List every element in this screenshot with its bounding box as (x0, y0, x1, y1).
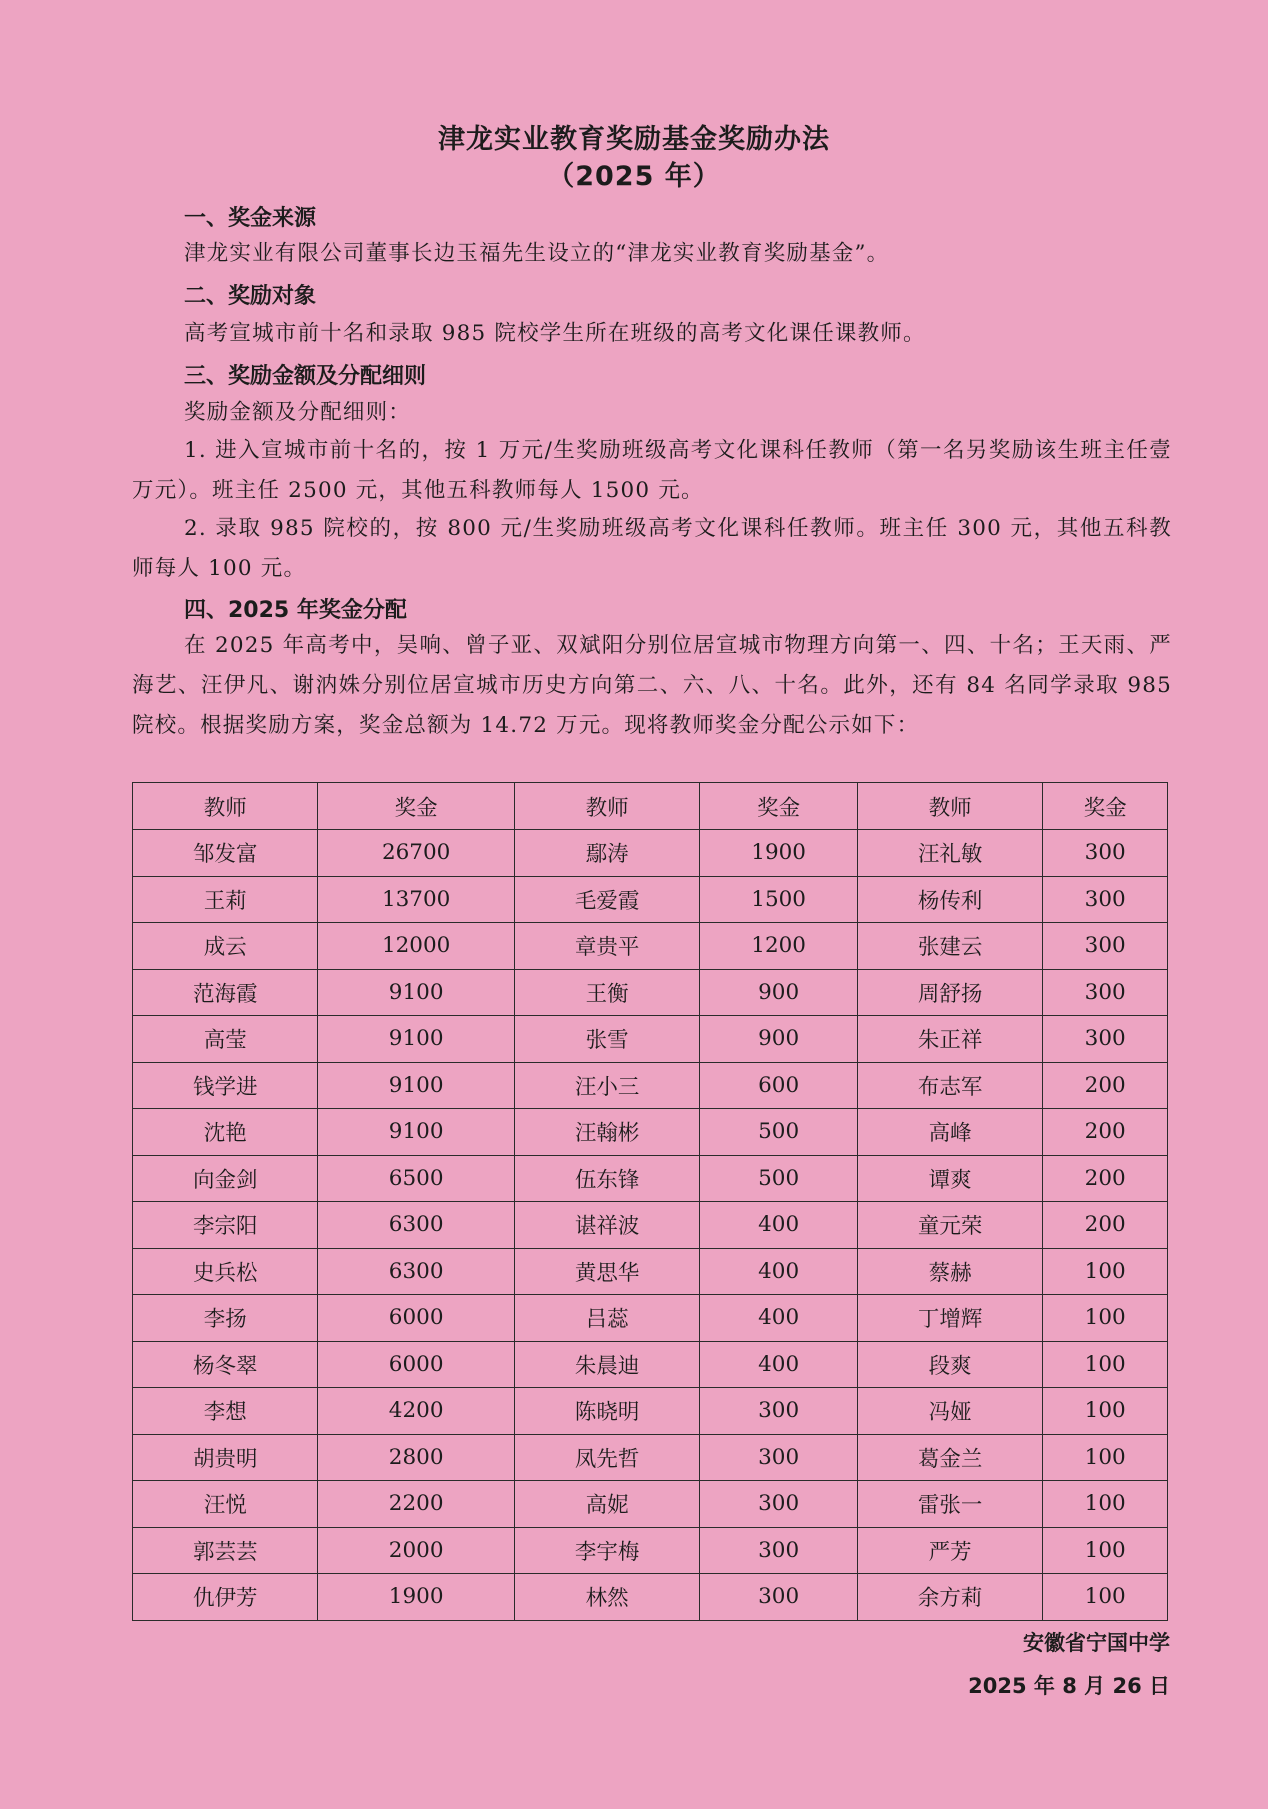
teacher-name-cell: 胡贵明 (133, 1434, 318, 1481)
award-amount-cell: 900 (700, 1016, 858, 1063)
teacher-name-cell: 李扬 (133, 1295, 318, 1342)
teacher-name-cell: 史兵松 (133, 1248, 318, 1295)
award-amount-cell: 600 (700, 1062, 858, 1109)
award-amount-cell: 1200 (700, 923, 858, 970)
teacher-name-cell: 凤先哲 (514, 1434, 699, 1481)
teacher-name-cell: 汪小三 (514, 1062, 699, 1109)
teacher-name-cell: 高妮 (514, 1481, 699, 1528)
award-amount-cell: 200 (1043, 1155, 1168, 1202)
table-row (133, 969, 1168, 1016)
teacher-name-cell: 余方莉 (857, 1574, 1042, 1621)
header-award: 奖金 (1043, 783, 1168, 830)
table-row (133, 1155, 1168, 1202)
teacher-name-cell: 童元荣 (857, 1202, 1042, 1249)
teacher-name-cell: 周舒扬 (857, 969, 1042, 1016)
header-teacher: 教师 (857, 783, 1042, 830)
issue-date: 2025 年 8 月 26 日 (968, 1674, 1170, 1698)
award-amount-cell: 300 (1043, 1016, 1168, 1063)
teacher-name-cell: 谌祥波 (514, 1202, 699, 1249)
teacher-name-cell: 鄢涛 (514, 830, 699, 877)
teacher-name-cell: 钱学进 (133, 1062, 318, 1109)
teacher-name-cell: 伍东锋 (514, 1155, 699, 1202)
table-row (133, 876, 1168, 923)
award-amount-cell: 900 (700, 969, 858, 1016)
award-amount-cell: 100 (1043, 1248, 1168, 1295)
award-amount-cell: 300 (700, 1527, 858, 1574)
teacher-name-cell: 高莹 (133, 1016, 318, 1063)
teacher-name-cell: 李想 (133, 1388, 318, 1435)
teacher-name-cell: 布志军 (857, 1062, 1042, 1109)
teacher-name-cell: 汪悦 (133, 1481, 318, 1528)
award-amount-cell: 2800 (318, 1434, 514, 1481)
teacher-name-cell: 王衡 (514, 969, 699, 1016)
award-amount-cell: 200 (1043, 1062, 1168, 1109)
award-amount-cell: 100 (1043, 1434, 1168, 1481)
teacher-name-cell: 冯娅 (857, 1388, 1042, 1435)
award-amount-cell: 9100 (318, 1016, 514, 1063)
table-row (133, 1388, 1168, 1435)
award-amount-cell: 300 (1043, 923, 1168, 970)
paragraph-distribution: 在 2025 年高考中，吴响、曾子亚、双斌阳分别位居宣城市物理方向第一、四、十名；王天雨、严海艺、汪伊凡、谢汭姝分别位居宣城市历史方向第二、六、八、十名。此外，还有 84 名同学录取 985 院校。根据奖励方案，奖金总额为 14.72 万元。现将教师奖金分配公示如下： (132, 633, 1172, 738)
table-row (133, 1109, 1168, 1156)
award-table-body (133, 830, 1168, 1621)
document-title: 津龙实业教育奖励基金奖励办法 (438, 124, 830, 155)
award-amount-cell: 1500 (700, 876, 858, 923)
award-amount-cell: 9100 (318, 1062, 514, 1109)
award-amount-cell: 6000 (318, 1341, 514, 1388)
header-teacher: 教师 (514, 783, 699, 830)
teacher-name-cell: 仇伊芳 (133, 1574, 318, 1621)
award-amount-cell: 100 (1043, 1388, 1168, 1435)
issuer-name: 安徽省宁国中学 (1023, 1631, 1170, 1655)
award-amount-cell: 2200 (318, 1481, 514, 1528)
teacher-name-cell: 汪礼敏 (857, 830, 1042, 877)
header-teacher: 教师 (133, 783, 318, 830)
teacher-name-cell: 邹发富 (133, 830, 318, 877)
teacher-name-cell: 葛金兰 (857, 1434, 1042, 1481)
award-amount-cell: 200 (1043, 1109, 1168, 1156)
award-amount-cell: 300 (700, 1574, 858, 1621)
award-amount-cell: 13700 (318, 876, 514, 923)
paragraph-rules-intro: 奖励金额及分配细则： (184, 400, 412, 425)
teacher-name-cell: 章贵平 (514, 923, 699, 970)
award-amount-cell: 400 (700, 1341, 858, 1388)
table-row (133, 830, 1168, 877)
paragraph-target: 高考宣城市前十名和录取 985 院校学生所在班级的高考文化课任课教师。 (184, 321, 926, 346)
award-amount-cell: 500 (700, 1155, 858, 1202)
teacher-name-cell: 毛爱霞 (514, 876, 699, 923)
table-row (133, 1434, 1168, 1481)
award-amount-cell: 300 (1043, 876, 1168, 923)
teacher-name-cell: 杨传利 (857, 876, 1042, 923)
award-amount-cell: 26700 (318, 830, 514, 877)
award-amount-cell: 400 (700, 1248, 858, 1295)
teacher-name-cell: 朱正祥 (857, 1016, 1042, 1063)
table-row (133, 1295, 1168, 1342)
award-amount-cell: 400 (700, 1295, 858, 1342)
award-amount-cell: 1900 (700, 830, 858, 877)
paragraph-source: 津龙实业有限公司董事长边玉福先生设立的“津龙实业教育奖励基金”。 (184, 241, 890, 266)
award-table (132, 782, 1168, 1621)
teacher-name-cell: 张雪 (514, 1016, 699, 1063)
teacher-name-cell: 林然 (514, 1574, 699, 1621)
teacher-name-cell: 汪翰彬 (514, 1109, 699, 1156)
table-row (133, 1341, 1168, 1388)
award-amount-cell: 4200 (318, 1388, 514, 1435)
award-amount-cell: 2000 (318, 1527, 514, 1574)
award-amount-cell: 300 (700, 1481, 858, 1528)
award-amount-cell: 9100 (318, 1109, 514, 1156)
document-subtitle: （2025 年） (547, 161, 721, 192)
award-amount-cell: 300 (1043, 969, 1168, 1016)
teacher-name-cell: 蔡赫 (857, 1248, 1042, 1295)
award-amount-cell: 6300 (318, 1248, 514, 1295)
table-header-row (133, 783, 1168, 830)
table-row (133, 1202, 1168, 1249)
teacher-name-cell: 李宗阳 (133, 1202, 318, 1249)
teacher-name-cell: 王莉 (133, 876, 318, 923)
paragraph-rule-2: 2. 录取 985 院校的，按 800 元/生奖励班级高考文化课科任教师。班主任 300 元，其他五科教师每人 100 元。 (132, 516, 1172, 581)
table-row (133, 1527, 1168, 1574)
section-heading-distribution: 四、2025 年奖金分配 (184, 598, 407, 623)
award-amount-cell: 12000 (318, 923, 514, 970)
teacher-name-cell: 严芳 (857, 1527, 1042, 1574)
teacher-name-cell: 沈艳 (133, 1109, 318, 1156)
award-amount-cell: 300 (700, 1434, 858, 1481)
teacher-name-cell: 郭芸芸 (133, 1527, 318, 1574)
award-amount-cell: 200 (1043, 1202, 1168, 1249)
section-heading-source: 一、奖金来源 (184, 206, 317, 231)
table-row (133, 1062, 1168, 1109)
award-amount-cell: 9100 (318, 969, 514, 1016)
teacher-name-cell: 雷张一 (857, 1481, 1042, 1528)
award-amount-cell: 6500 (318, 1155, 514, 1202)
table-row (133, 1574, 1168, 1621)
award-amount-cell: 6000 (318, 1295, 514, 1342)
award-amount-cell: 100 (1043, 1481, 1168, 1528)
teacher-name-cell: 吕蕊 (514, 1295, 699, 1342)
award-amount-cell: 6300 (318, 1202, 514, 1249)
section-heading-rules: 三、奖励金额及分配细则 (184, 364, 427, 389)
award-amount-cell: 300 (700, 1388, 858, 1435)
table-row (133, 923, 1168, 970)
teacher-name-cell: 高峰 (857, 1109, 1042, 1156)
teacher-name-cell: 张建云 (857, 923, 1042, 970)
award-amount-cell: 100 (1043, 1295, 1168, 1342)
table-row (133, 1481, 1168, 1528)
table-row (133, 1248, 1168, 1295)
award-amount-cell: 500 (700, 1109, 858, 1156)
teacher-name-cell: 李宇梅 (514, 1527, 699, 1574)
award-amount-cell: 400 (700, 1202, 858, 1249)
teacher-name-cell: 陈晓明 (514, 1388, 699, 1435)
award-amount-cell: 100 (1043, 1574, 1168, 1621)
section-heading-target: 二、奖励对象 (184, 284, 317, 309)
teacher-name-cell: 成云 (133, 923, 318, 970)
award-amount-cell: 100 (1043, 1527, 1168, 1574)
teacher-name-cell: 杨冬翠 (133, 1341, 318, 1388)
teacher-name-cell: 谭爽 (857, 1155, 1042, 1202)
header-award: 奖金 (700, 783, 858, 830)
paragraph-rule-1: 1. 进入宣城市前十名的，按 1 万元/生奖励班级高考文化课科任教师（第一名另奖励该生班主任壹万元）。班主任 2500 元，其他五科教师每人 1500 元。 (132, 438, 1172, 503)
award-amount-cell: 100 (1043, 1341, 1168, 1388)
teacher-name-cell: 朱晨迪 (514, 1341, 699, 1388)
teacher-name-cell: 范海霞 (133, 969, 318, 1016)
teacher-name-cell: 段爽 (857, 1341, 1042, 1388)
teacher-name-cell: 向金剑 (133, 1155, 318, 1202)
teacher-name-cell: 丁增辉 (857, 1295, 1042, 1342)
teacher-name-cell: 黄思华 (514, 1248, 699, 1295)
table-row (133, 1016, 1168, 1063)
award-amount-cell: 300 (1043, 830, 1168, 877)
award-amount-cell: 1900 (318, 1574, 514, 1621)
header-award: 奖金 (318, 783, 514, 830)
